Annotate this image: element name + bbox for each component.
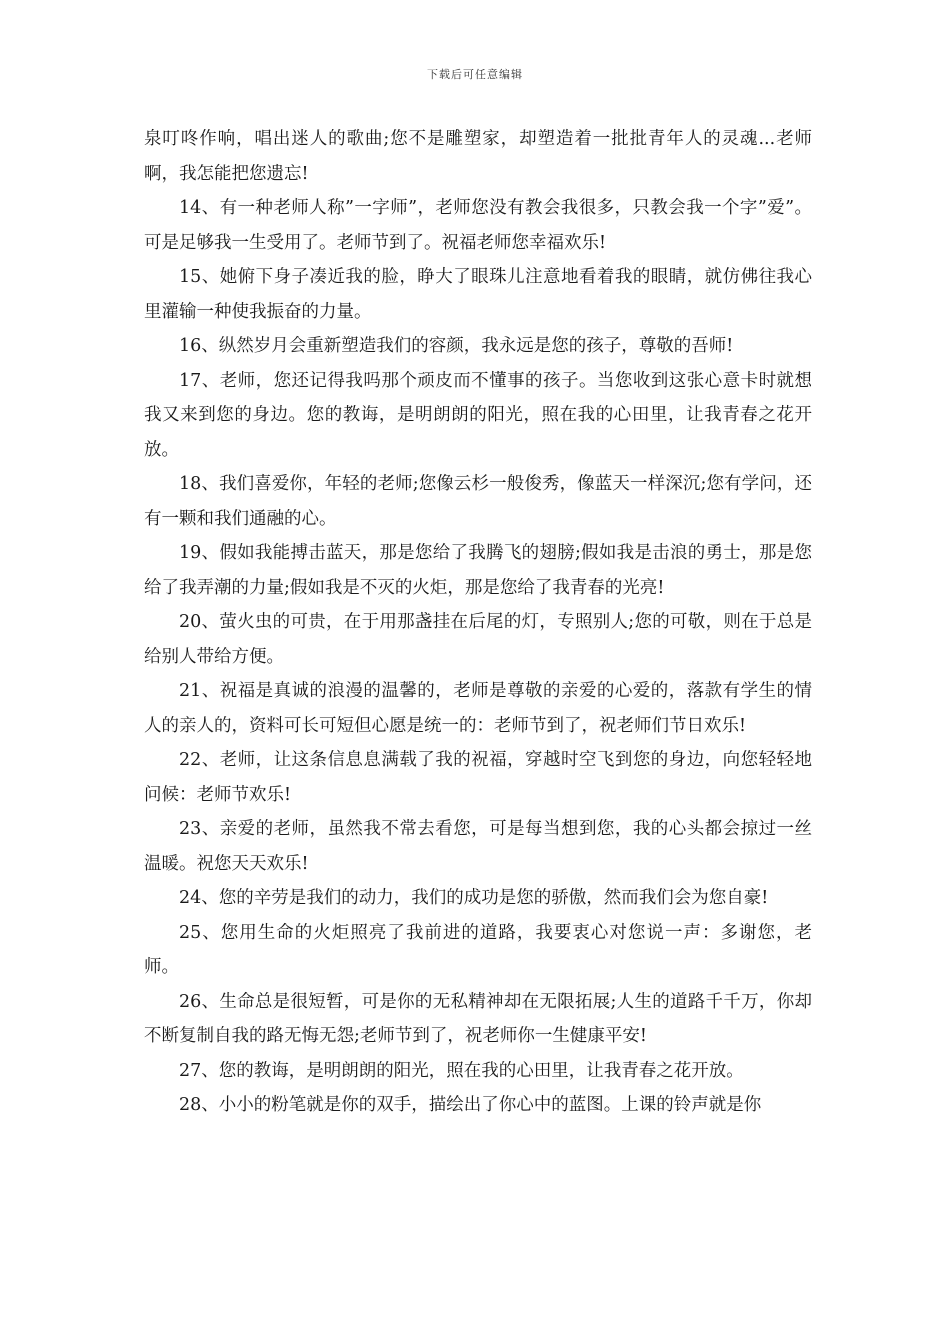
document-body (144, 122, 812, 1123)
paragraph: 20、萤火虫的可贵，在于用那盏挂在后尾的灯，专照别人;您的可敬，则在于总是给别人带给方便。 (144, 612, 812, 667)
paragraph: 24、您的辛劳是我们的动力，我们的成功是您的骄傲，然而我们会为您自豪! (179, 888, 769, 908)
paragraph: 26、生命总是很短暂，可是你的无私精神却在无限拓展;人生的道路千千万，你却不断复制自我的路无悔无怨;老师节到了，祝老师你一生健康平安! (144, 991, 812, 1046)
paragraph: 14、有一种老师人称”一字师”，老师您没有教会我很多，只教会我一个字”爱”。可是足够我一生受用了。老师节到了。祝福老师您幸福欢乐! (144, 198, 812, 253)
paragraph: 25、您用生命的火炬照亮了我前进的道路，我要衷心对您说一声：多谢您，老师。 (144, 922, 812, 977)
paragraph: 22、老师，让这条信息息满载了我的祝福，穿越时空飞到您的身边，向您轻轻地问候：老师节欢乐! (144, 750, 812, 805)
paragraph: 27、您的教诲，是明朗朗的阳光，照在我的心田里，让我青春之花开放。 (179, 1060, 744, 1081)
paragraph: 泉叮咚作响，唱出迷人的歌曲;您不是雕塑家，却塑造着一批批青年人的灵魂...老师啊，我怎能把您遗忘! (144, 129, 812, 184)
paragraph: 17、老师，您还记得我吗那个顽皮而不懂事的孩子。当您收到这张心意卡时就想我又来到您的身边。您的教诲，是明朗朗的阳光，照在我的心田里，让我青春之花开放。 (144, 370, 812, 460)
paragraph: 18、我们喜爱你，年轻的老师;您像云杉一般俊秀，像蓝天一样深沉;您有学问，还有一颗和我们通融的心。 (144, 474, 812, 529)
paragraph: 16、纵然岁月会重新塑造我们的容颜，我永远是您的孩子，尊敬的吾师! (179, 336, 734, 356)
paragraph: 21、祝福是真诚的浪漫的温馨的，老师是尊敬的亲爱的心爱的，落款有学生的情人的亲人的，资料可长可短但心愿是统一的：老师节到了，祝老师们节日欢乐! (144, 681, 812, 736)
paragraph: 15、她俯下身子凑近我的脸，睁大了眼珠儿注意地看着我的眼睛，就仿佛往我心里灌输一种使我振奋的力量。 (144, 267, 812, 322)
paragraph: 23、亲爱的老师，虽然我不常去看您，可是每当想到您，我的心头都会掠过一丝温暖。祝您天天欢乐! (144, 819, 812, 874)
page-header-note: 下载后可任意编辑 (427, 68, 523, 81)
paragraph: 28、小小的粉笔就是你的双手，描绘出了你心中的蓝图。上课的铃声就是你 (179, 1095, 762, 1115)
paragraph: 19、假如我能搏击蓝天，那是您给了我腾飞的翅膀;假如我是击浪的勇士，那是您给了我弄潮的力量;假如我是不灭的火炬，那是您给了我青春的光亮! (144, 543, 812, 598)
